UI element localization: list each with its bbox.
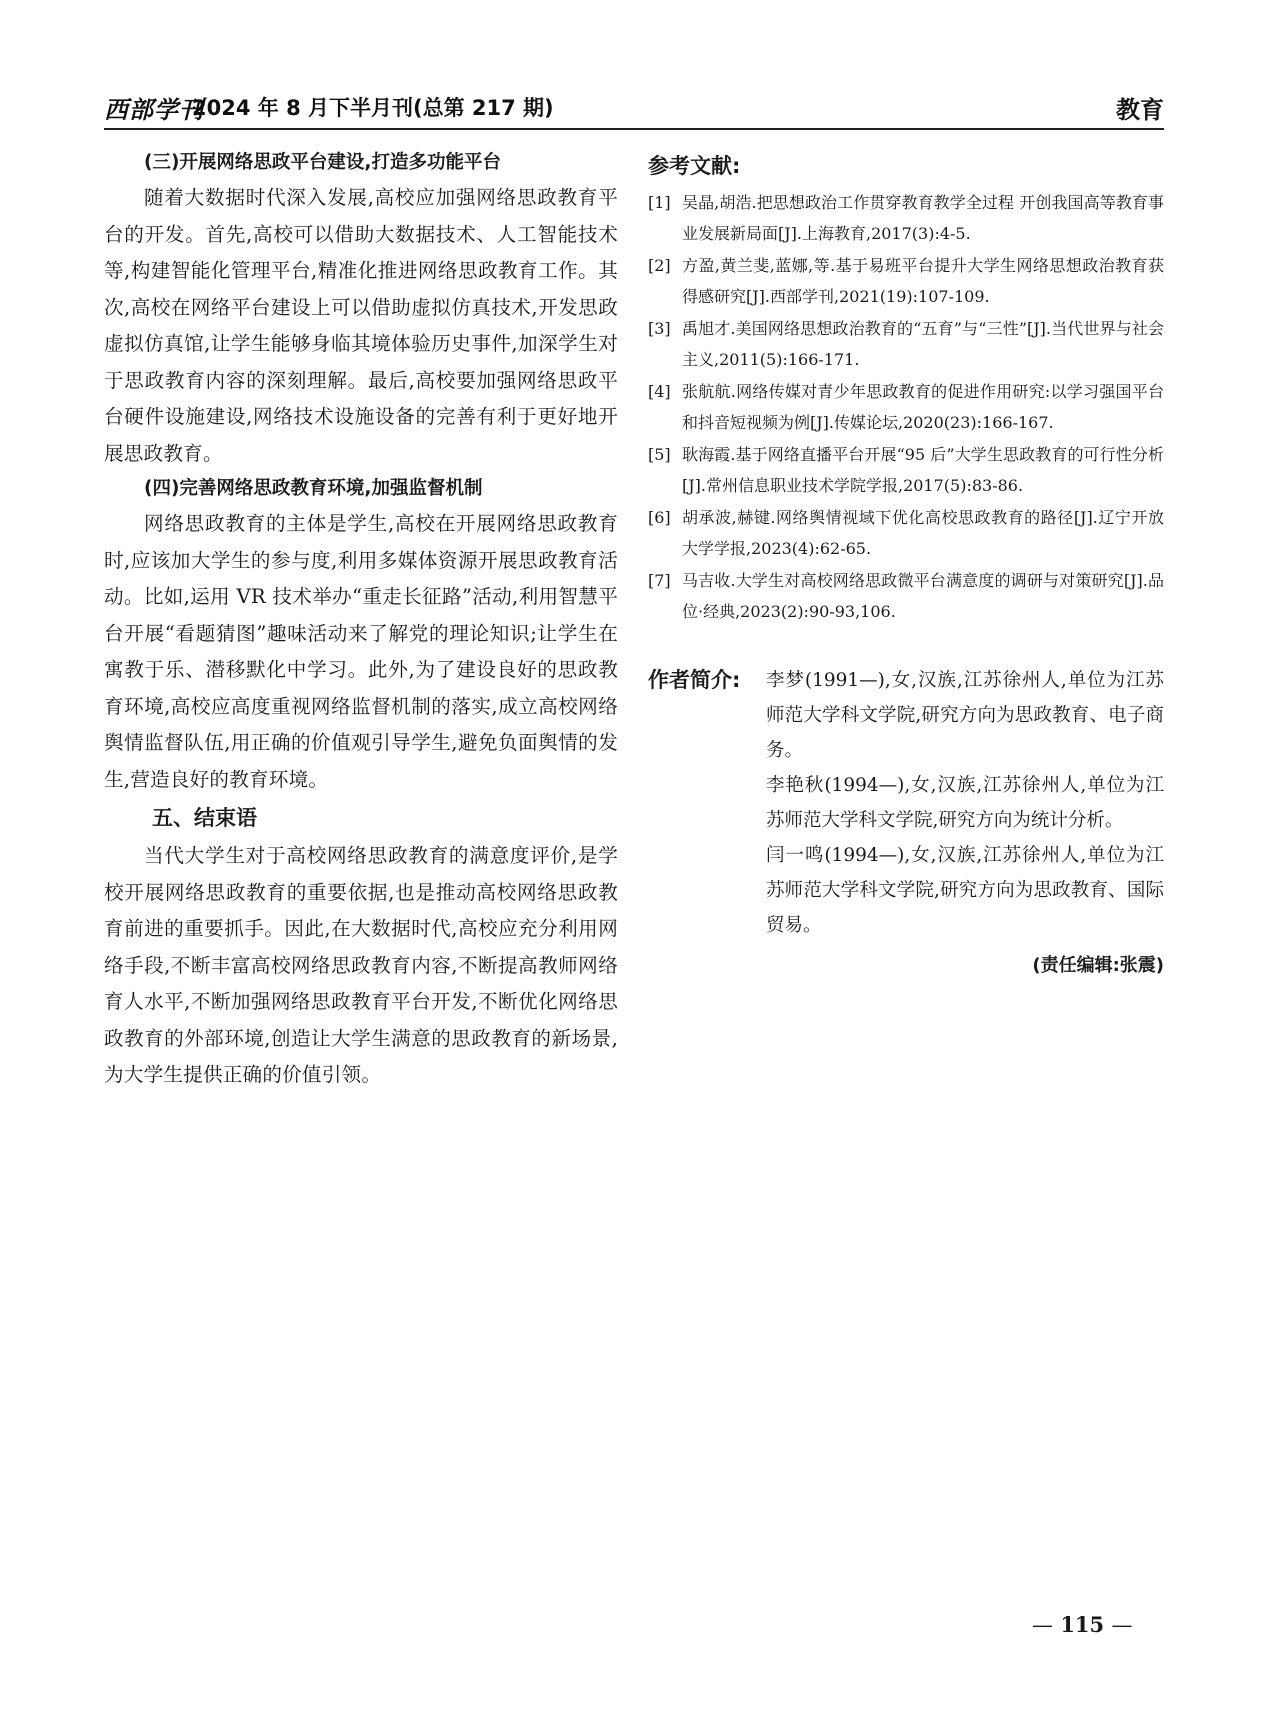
reference-number: [6]	[648, 508, 671, 527]
section-heading-conclusion: 五、结束语	[152, 806, 257, 830]
reference-item	[648, 377, 1164, 438]
body-paragraph: 网络思政教育的主体是学生,高校在开展网络思政教育时,应该加大学生的参与度,利用多媒体资源开展思政教育活动。比如,运用 VR 技术举办“重走长征路”活动,利用智慧平台开展“看题猜图”趣味活动来了解党的理论知识;让学生在寓教于乐、潜移默化中学习。此外,为了建设良好的思政教育环境,高校应高度重视网络监督机制的落实,成立高校网络舆情监督队伍,用正确的价值观引导学生,避免负面舆情的发生,营造良好的教育环境。	[104, 512, 618, 791]
header-rule	[104, 128, 1164, 130]
reference-item	[648, 251, 1164, 312]
reference-number: [1]	[648, 193, 671, 212]
reference-text: 禹旭才.美国网络思想政治教育的“五育”与“三性”[J].当代世界与社会主义,2011(5):166-171.	[682, 319, 1164, 369]
reference-number: [2]	[648, 256, 671, 275]
page-header	[104, 88, 1164, 124]
right-column	[648, 146, 1164, 981]
author-bio-label: 作者简介:	[648, 668, 741, 692]
subsection-heading-3: (三)开展网络思政平台建设,打造多功能平台	[144, 152, 501, 173]
reference-text: 马吉收.大学生对高校网络思政微平台满意度的调研与对策研究[J].品位·经典,2023(2):90-93,106.	[682, 571, 1164, 621]
reference-text: 张航航.网络传媒对青少年思政教育的促进作用研究:以学习强国平台和抖音短视频为例[J].传媒论坛,2020(23):166-167.	[682, 382, 1164, 432]
page-number-dash-right: —	[1111, 1613, 1133, 1637]
author-bio-block	[648, 663, 1164, 981]
reference-text: 方盈,黄兰斐,蓝娜,等.基于易班平台提升大学生网络思想政治教育获得感研究[J].西部学刊,2021(19):107-109.	[682, 256, 1164, 306]
reference-number: [3]	[648, 319, 671, 338]
body-paragraph: 当代大学生对于高校网络思政教育的满意度评价,是学校开展网络思政教育的重要依据,也是推动高校网络思政教育前进的重要抓手。因此,在大数据时代,高校应充分利用网络手段,不断丰富高校网络思政教育内容,不断提高教师网络育人水平,不断加强网络思政教育平台开发,不断优化网络思政教育的外部环境,创造让大学生满意的思政教育的新场景,为大学生提供正确的价值引领。	[104, 844, 618, 1086]
reference-item	[648, 566, 1164, 627]
author-bio-entry: 李艳秋(1994—),女,汉族,江苏徐州人,单位为江苏师范大学科文学院,研究方向为统计分析。	[766, 775, 1164, 831]
reference-item	[648, 503, 1164, 564]
reference-number: [5]	[648, 445, 671, 464]
author-bio-entry: 李梦(1991—),女,汉族,江苏徐州人,单位为江苏师范大学科文学院,研究方向为思政教育、电子商务。	[766, 670, 1164, 761]
page-number: 115	[1060, 1612, 1105, 1637]
reference-item	[648, 440, 1164, 501]
reference-item	[648, 188, 1164, 249]
author-bio-entries	[766, 663, 1164, 981]
reference-text: 吴晶,胡浩.把思想政治工作贯穿教育教学全过程 开创我国高等教育事业发展新局面[J].上海教育,2017(3):4-5.	[682, 193, 1164, 243]
reference-item	[648, 314, 1164, 375]
reference-number: [4]	[648, 382, 671, 401]
page-number-footer	[1032, 1612, 1132, 1637]
references-title: 参考文献:	[648, 154, 741, 178]
responsible-editor: (责任编辑:张震)	[1032, 955, 1164, 976]
author-bio-entry: 闫一鸣(1994—),女,汉族,江苏徐州人,单位为江苏师范大学科文学院,研究方向为思政教育、国际贸易。	[766, 845, 1164, 936]
left-column	[104, 146, 618, 1094]
reference-list	[648, 188, 1164, 627]
reference-number: [7]	[648, 571, 671, 590]
reference-text: 耿海霞.基于网络直播平台开展“95 后”大学生思政教育的可行性分析[J].常州信息职业技术学院学报,2017(5):83-86.	[682, 445, 1164, 495]
reference-text: 胡承波,赫键.网络舆情视域下优化高校思政教育的路径[J].辽宁开放大学学报,2023(4):62-65.	[682, 508, 1164, 558]
subsection-heading-4: (四)完善网络思政教育环境,加强监督机制	[144, 478, 483, 499]
page-number-dash-left: —	[1032, 1613, 1053, 1637]
body-paragraph: 随着大数据时代深入发展,高校应加强网络思政教育平台的开发。首先,高校可以借助大数据技术、人工智能技术等,构建智能化管理平台,精准化推进网络思政教育工作。其次,高校在网络平台建设上可以借助虚拟仿真技术,开发思政虚拟仿真馆,让学生能够身临其境体验历史事件,加深学生对于思政教育内容的深刻理解。最后,高校要加强网络思政平台硬件设施建设,网络技术设施设备的完善有利于更好地开展思政教育。	[104, 186, 618, 465]
issue-info: 2024 年 8 月下半月刊(总第 217 期)	[192, 96, 554, 120]
section-name: 教育	[1116, 96, 1164, 124]
journal-logo: 西部学刊	[104, 95, 204, 124]
